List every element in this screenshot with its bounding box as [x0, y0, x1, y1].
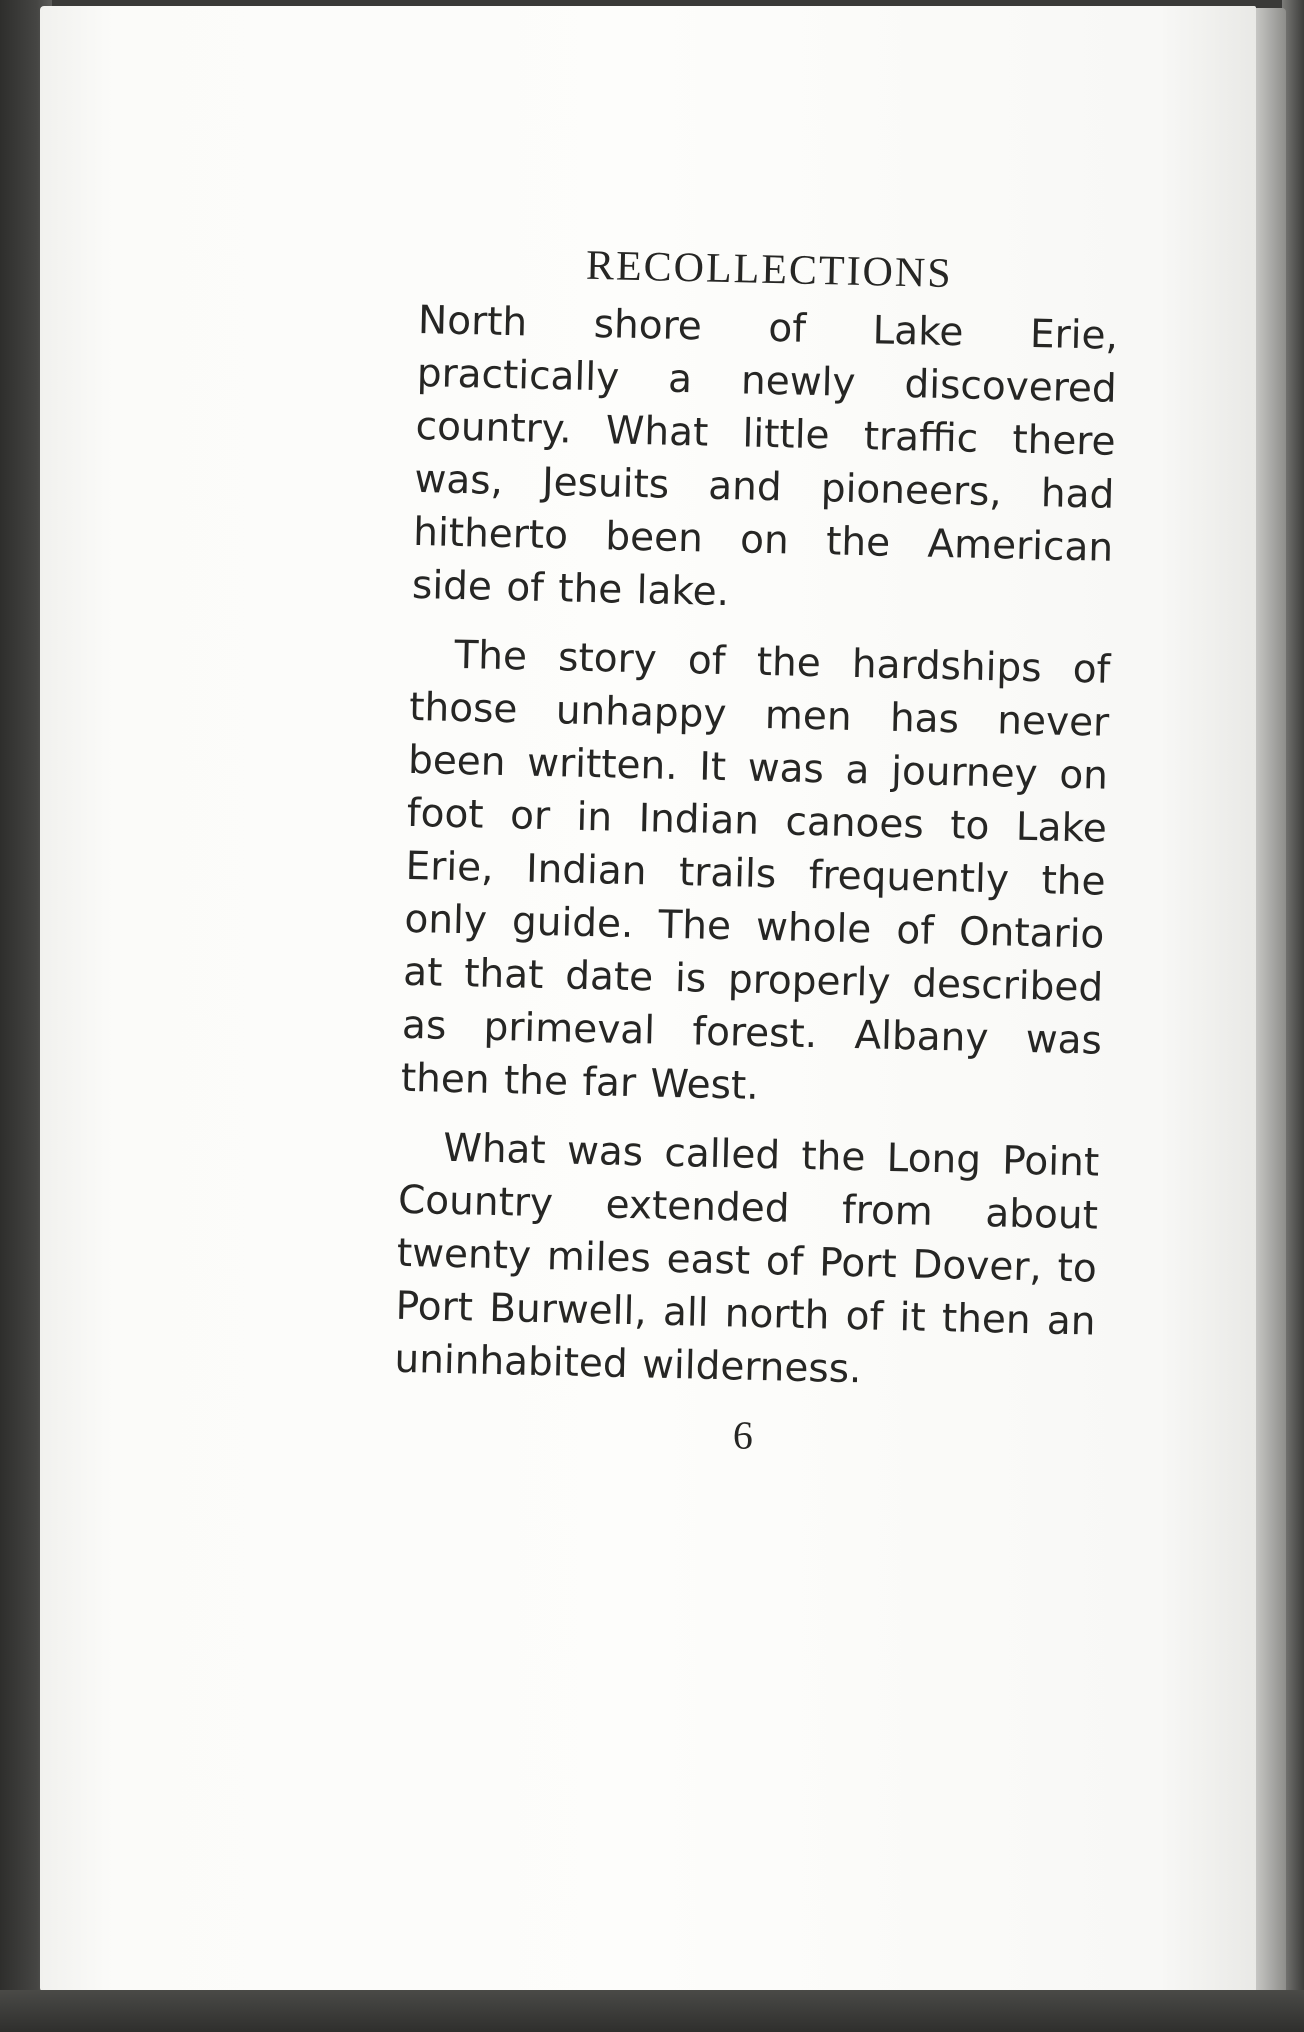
paragraph-2: The story of the hardships of those unhappy men has never been written. It was a journey on foot or in Indian canoes to Lake Erie, Indian trails frequently the only guide. The whole of Ontario at that date is properly described as primeval forest. Albany was then the far West.	[400, 632, 1111, 1109]
running-head: RECOLLECTIONS	[585, 242, 954, 298]
book-edge-bottom	[0, 1990, 1304, 2032]
page-number: 6	[732, 1412, 754, 1458]
paragraph-1: North shore of Lake Erie, practically a newly discovered country. What little traffic there was, Jesuits and pioneers, had hitherto been on the American side of the lake.	[411, 297, 1119, 616]
paragraph-3: What was called the Long Point Country extended from about twenty miles east of Port Dover, to Port Burwell, all north of it then an uninhabited wilderness.	[394, 1125, 1100, 1393]
text-block	[392, 236, 1119, 1470]
